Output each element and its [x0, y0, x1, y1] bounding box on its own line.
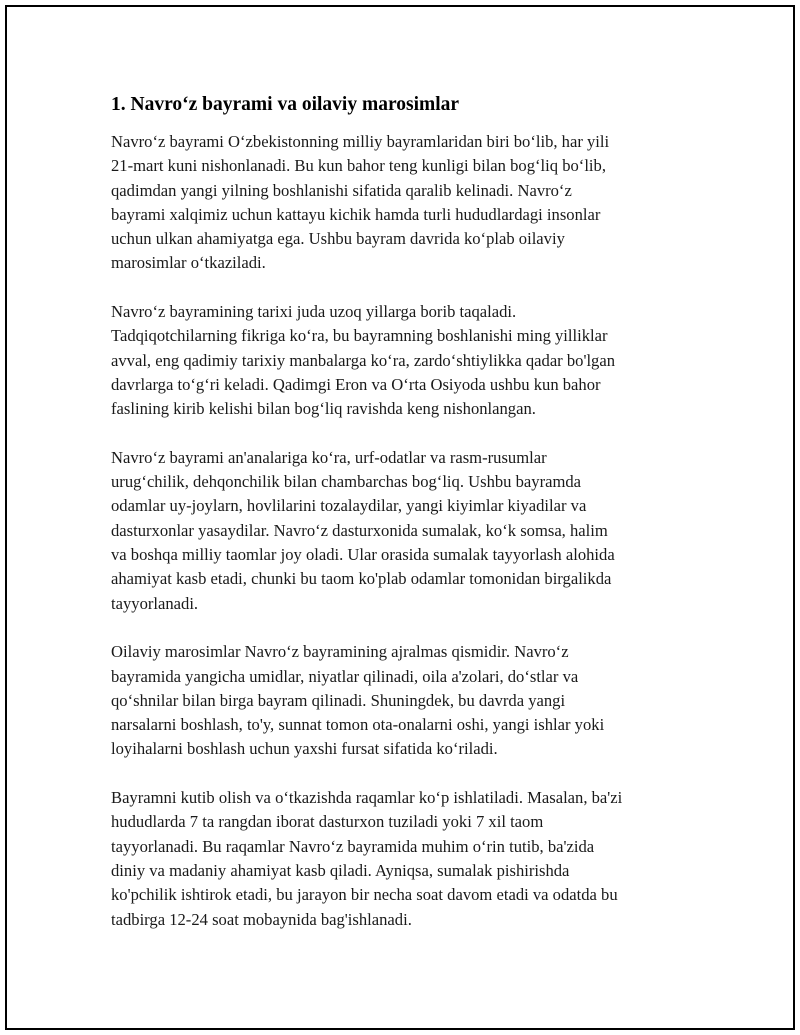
paragraph-4: Oilaviy marosimlar Navro‘z bayramining ajralmas qismidir. Navro‘z bayramida yangicha umidlar, niyatlar qilinadi, oila a'zolari, do‘stlar va qo‘shnilar bilan birga bayram qilinadi. Shuningdek, bu davrda yangi narsalarni boshlash, to'y, sunnat tomon ota-onalarni oshi, yangi ishlar yoki loyihalarni boshlash uchun yaxshi fursat sifatida ko‘riladi.	[111, 642, 605, 759]
page-title: 1. Navro‘z bayrami va oilaviy marosimlar	[111, 94, 460, 115]
paragraph-2: Navro‘z bayramining tarixi juda uzoq yillarga borib taqaladi. Tadqiqotchilarning fikriga ko‘ra, bu bayramning boshlanishi ming yilliklar avval, eng qadimiy tarixiy manbalarga ko‘ra, zardo‘shtiylikka qadar bo'lgan davrlarga to‘g‘ri keladi. Qadimgi Eron va O‘rta Osiyoda ushbu kun bahor faslining kirib kelishi bilan bog‘liq ravishda keng nishonlangan.	[111, 302, 616, 419]
paragraph-5: Bayramni kutib olish va o‘tkazishda raqamlar ko‘p ishlatiladi. Masalan, ba'zi hududlarda 7 ta rangdan iborat dasturxon tuziladi yoki 7 xil taom tayyorlanadi. Bu raqamlar Navro‘z bayramida muhim o‘rin tutib, ba'zida diniy va madaniy ahamiyat kasb qiladi. Ayniqsa, sumalak pishirishda ko'pchilik ishtirok etadi, bu jarayon bir necha soat davom etadi va odatda bu tadbirga 12-24 soat mobaynida bag'ishlanadi.	[111, 788, 623, 929]
paragraph-1: Navro‘z bayrami O‘zbekistonning milliy bayramlaridan biri bo‘lib, har yili 21-mart kuni nishonlanadi. Bu kun bahor teng kunligi bilan bog‘liq bo‘lib, qadimdan yangi yilning boshlanishi sifatida qaralib kelinadi. Navro‘z bayrami xalqimiz uchun kattayu kichik hamda turli hududlardagi insonlar uchun ulkan ahamiyatga ega. Ushbu bayram davrida ko‘plab oilaviy marosimlar o‘tkaziladi.	[111, 132, 610, 273]
paragraph-3: Navro‘z bayrami an'analariga ko‘ra, urf-odatlar va rasm-rusumlar urug‘chilik, dehqonchilik bilan chambarchas bog‘liq. Ushbu bayramda odamlar uy-joylarn, hovlilarini tozalaydilar, yangi kiyimlar kiyadilar va dasturxonlar yasaydilar. Navro‘z dasturxonida sumalak, ko‘k somsa, halim va boshqa milliy taomlar joy oladi. Ular orasida sumalak tayyorlash alohida ahamiyat kasb etadi, chunki bu taom ko'plab odamlar tomonidan birgalikda tayyorlanadi.	[111, 447, 615, 613]
document-body	[111, 92, 691, 956]
